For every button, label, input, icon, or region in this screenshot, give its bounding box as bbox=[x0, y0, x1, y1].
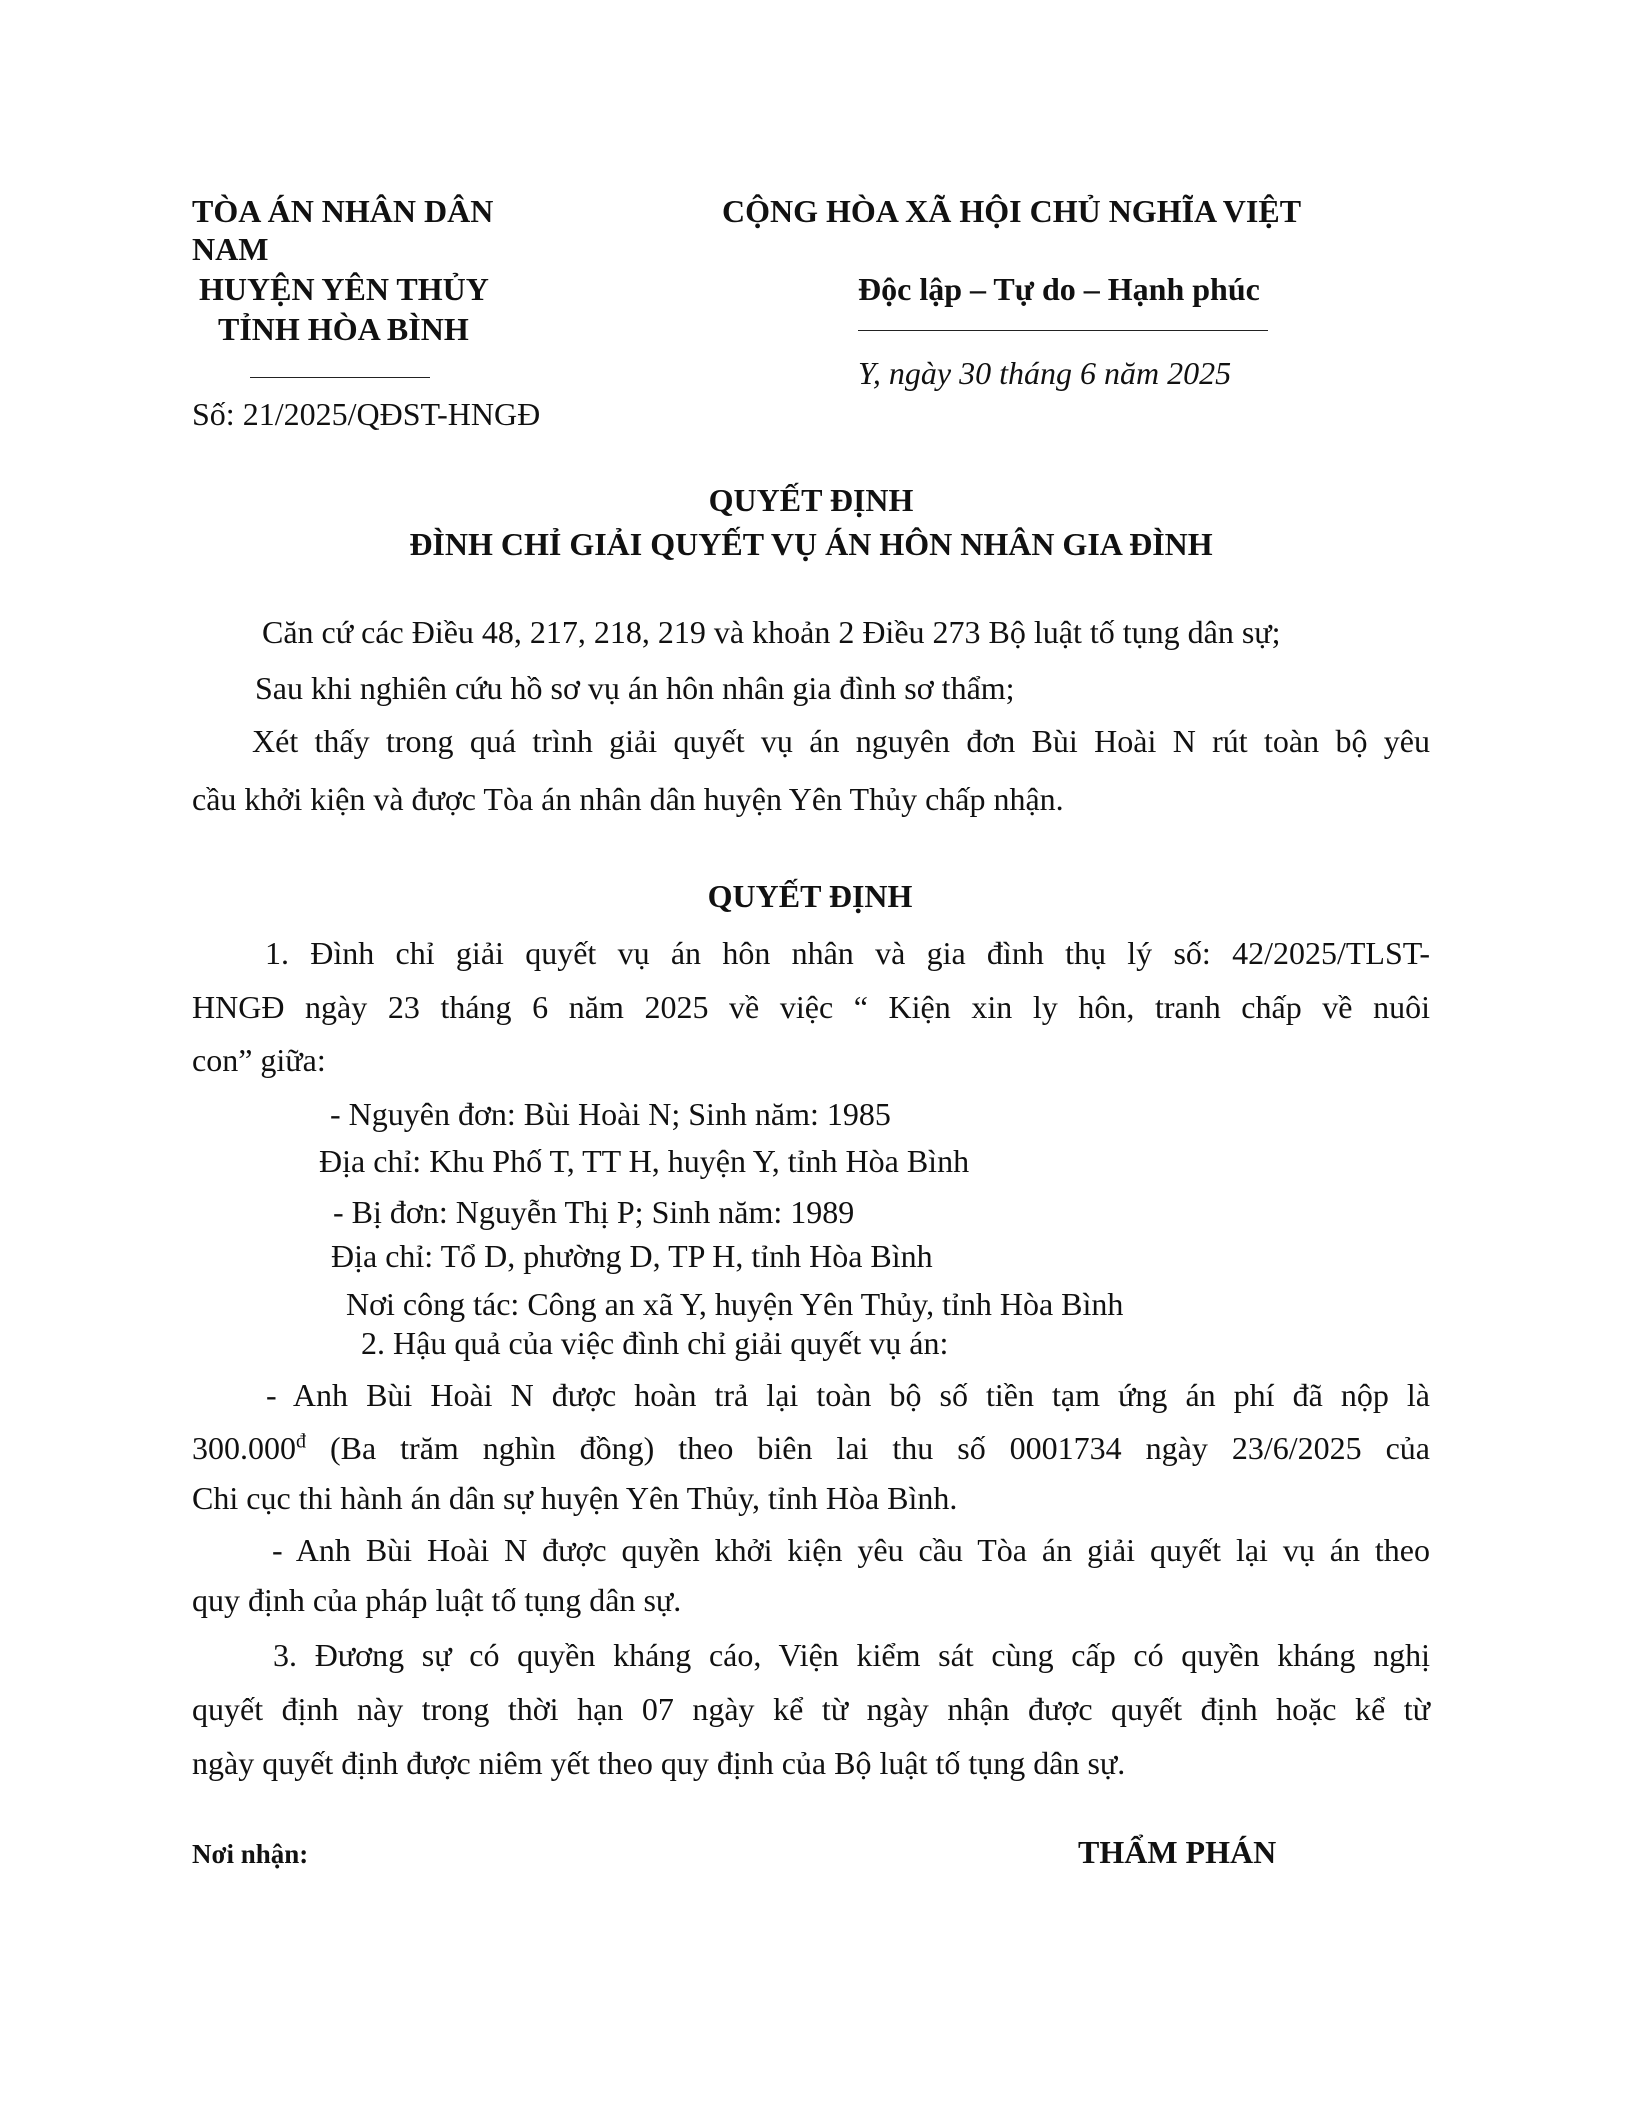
court-name-line2: NAM bbox=[192, 231, 269, 267]
defendant-workplace: Nơi công tác: Công an xã Y, huyện Yên Thủy, tỉnh Hòa Bình bbox=[346, 1286, 1124, 1322]
considering-line1: Xét thấy trong quá trình giải quyết vụ án nguyên đơn Bùi Hoài N rút toàn bộ yêu bbox=[252, 723, 1430, 759]
refund-line3: Chi cục thi hành án dân sự huyện Yên Thủy, tỉnh Hòa Bình. bbox=[192, 1480, 958, 1516]
document-subtitle: ĐÌNH CHỈ GIẢI QUYẾT VỤ ÁN HÔN NHÂN GIA ĐÌNH bbox=[409, 526, 1213, 562]
court-name-line1: TÒA ÁN NHÂN DÂN bbox=[192, 193, 494, 229]
left-header-underline bbox=[250, 377, 430, 378]
signer-title: THẨM PHÁN bbox=[1078, 1834, 1277, 1870]
study-statement: Sau khi nghiên cứu hồ sơ vụ án hôn nhân gia đình sơ thẩm; bbox=[255, 670, 1015, 706]
refund-line2-rest: (Ba trăm nghìn đồng) theo biên lai thu số 0001734 ngày 23/6/2025 của bbox=[329, 1430, 1431, 1466]
court-district: HUYỆN YÊN THỦY bbox=[199, 271, 489, 307]
defendant-address: Địa chỉ: Tổ D, phường D, TP H, tỉnh Hòa Bình bbox=[331, 1238, 933, 1274]
national-motto: Độc lập – Tự do – Hạnh phúc bbox=[858, 271, 1260, 307]
right-to-sue-line2: quy định của pháp luật tố tụng dân sự. bbox=[192, 1582, 682, 1618]
recipients-label: Nơi nhận: bbox=[192, 1839, 309, 1869]
legal-basis: Căn cứ các Điều 48, 217, 218, 219 và khoản 2 Điều 273 Bộ luật tố tụng dân sự; bbox=[262, 614, 1281, 650]
item1-line3: con” giữa: bbox=[192, 1042, 326, 1078]
defendant-info: - Bị đơn: Nguyễn Thị P; Sinh năm: 1989 bbox=[333, 1194, 855, 1230]
court-province: TỈNH HÒA BÌNH bbox=[218, 311, 469, 347]
right-header-underline bbox=[858, 330, 1268, 331]
plaintiff-info: - Nguyên đơn: Bùi Hoài N; Sinh năm: 1985 bbox=[330, 1096, 891, 1132]
item2-heading: 2. Hậu quả của việc đình chỉ giải quyết vụ án: bbox=[361, 1325, 949, 1361]
refund-line1: - Anh Bùi Hoài N được hoàn trả lại toàn bộ số tiền tạm ứng án phí đã nộp là bbox=[266, 1377, 1430, 1413]
item3-line1: 3. Đương sự có quyền kháng cáo, Viện kiểm sát cùng cấp có quyền kháng nghị bbox=[273, 1637, 1430, 1673]
item1-line2: HNGĐ ngày 23 tháng 6 năm 2025 về việc “ Kiện xin ly hôn, tranh chấp về nuôi bbox=[192, 989, 1430, 1025]
item3-line3: ngày quyết định được niêm yết theo quy định của Bộ luật tố tụng dân sự. bbox=[192, 1745, 1126, 1781]
national-title: CỘNG HÒA XÃ HỘI CHỦ NGHĨA VIỆT bbox=[722, 193, 1302, 229]
item1-line1: 1. Đình chỉ giải quyết vụ án hôn nhân và gia đình thụ lý số: 42/2025/TLST- bbox=[265, 935, 1430, 971]
refund-amount: 300.000 bbox=[192, 1430, 296, 1466]
item3-line2: quyết định này trong thời hạn 07 ngày kể từ ngày nhận được quyết định hoặc kể từ bbox=[192, 1691, 1430, 1727]
refund-line2 bbox=[192, 1428, 1430, 1468]
plaintiff-address: Địa chỉ: Khu Phố T, TT H, huyện Y, tỉnh Hòa Bình bbox=[319, 1143, 970, 1179]
considering-line2: cầu khởi kiện và được Tòa án nhân dân huyện Yên Thủy chấp nhận. bbox=[192, 781, 1064, 817]
decision-heading: QUYẾT ĐỊNH bbox=[707, 878, 913, 914]
right-to-sue-line1: - Anh Bùi Hoài N được quyền khởi kiện yêu cầu Tòa án giải quyết lại vụ án theo bbox=[272, 1532, 1430, 1568]
document-number: Số: 21/2025/QĐST-HNGĐ bbox=[192, 396, 541, 432]
currency-symbol: đ bbox=[296, 1430, 306, 1453]
issue-date: Y, ngày 30 tháng 6 năm 2025 bbox=[858, 355, 1232, 391]
document-title: QUYẾT ĐỊNH bbox=[708, 482, 914, 518]
